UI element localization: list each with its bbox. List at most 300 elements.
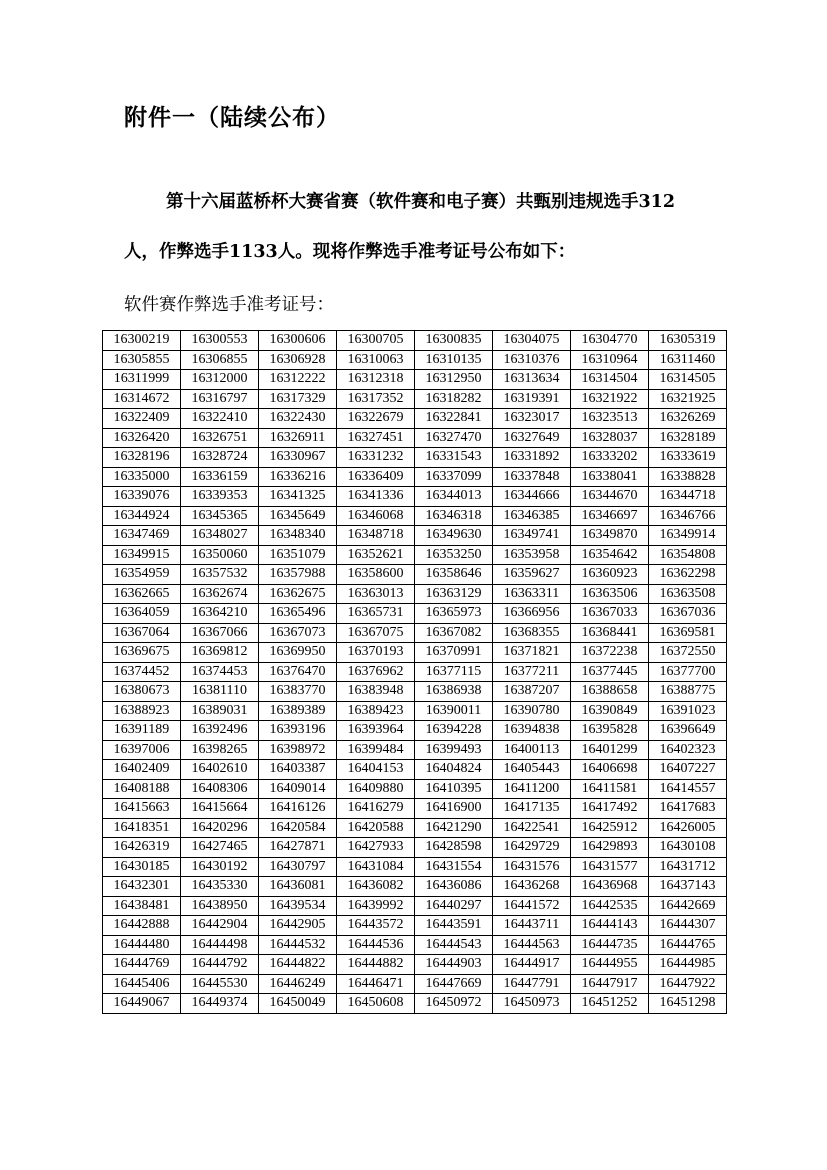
table-row xyxy=(103,935,727,955)
table-cell: 16316797 xyxy=(181,389,259,409)
table-cell: 16359627 xyxy=(493,565,571,585)
table-cell: 16389389 xyxy=(259,701,337,721)
table-cell: 16438950 xyxy=(181,896,259,916)
section-subheading: 软件赛作弊选手准考证号： xyxy=(124,295,334,315)
table-cell: 16354959 xyxy=(103,565,181,585)
table-cell: 16300553 xyxy=(181,331,259,351)
table-cell: 16442904 xyxy=(181,916,259,936)
table-cell: 16450973 xyxy=(493,994,571,1014)
table-cell: 16436082 xyxy=(337,877,415,897)
table-cell: 16369950 xyxy=(259,643,337,663)
table-cell: 16336159 xyxy=(181,467,259,487)
table-cell: 16362298 xyxy=(649,565,727,585)
table-cell: 16312950 xyxy=(415,370,493,390)
table-cell: 16388658 xyxy=(571,682,649,702)
table-cell: 16344013 xyxy=(415,487,493,507)
table-cell: 16436086 xyxy=(415,877,493,897)
table-cell: 16371821 xyxy=(493,643,571,663)
table-cell: 16444822 xyxy=(259,955,337,975)
table-cell: 16337848 xyxy=(493,467,571,487)
table-cell: 16369675 xyxy=(103,643,181,663)
table-cell: 16327451 xyxy=(337,428,415,448)
table-cell: 16330967 xyxy=(259,448,337,468)
table-cell: 16346766 xyxy=(649,506,727,526)
table-cell: 16364059 xyxy=(103,604,181,624)
table-cell: 16397006 xyxy=(103,740,181,760)
table-cell: 16331892 xyxy=(493,448,571,468)
table-cell: 16390780 xyxy=(493,701,571,721)
table-cell: 16446471 xyxy=(337,974,415,994)
table-cell: 16377445 xyxy=(571,662,649,682)
table-cell: 16439534 xyxy=(259,896,337,916)
table-cell: 16451252 xyxy=(571,994,649,1014)
table-cell: 16344670 xyxy=(571,487,649,507)
table-cell: 16369581 xyxy=(649,623,727,643)
table-cell: 16328037 xyxy=(571,428,649,448)
table-cell: 16417135 xyxy=(493,799,571,819)
table-cell: 16409880 xyxy=(337,779,415,799)
table-cell: 16341325 xyxy=(259,487,337,507)
table-cell: 16346385 xyxy=(493,506,571,526)
table-cell: 16431576 xyxy=(493,857,571,877)
table-cell: 16420584 xyxy=(259,818,337,838)
table-cell: 16403387 xyxy=(259,760,337,780)
table-cell: 16444917 xyxy=(493,955,571,975)
table-cell: 16300606 xyxy=(259,331,337,351)
table-cell: 16399493 xyxy=(415,740,493,760)
table-row xyxy=(103,584,727,604)
page-title: 附件一（陆续公布） xyxy=(124,104,340,131)
table-cell: 16364210 xyxy=(181,604,259,624)
table-cell: 16430797 xyxy=(259,857,337,877)
table-cell: 16406698 xyxy=(571,760,649,780)
table-cell: 16431712 xyxy=(649,857,727,877)
table-cell: 16313634 xyxy=(493,370,571,390)
table-cell: 16427465 xyxy=(181,838,259,858)
table-row xyxy=(103,526,727,546)
table-cell: 16328196 xyxy=(103,448,181,468)
table-cell: 16336409 xyxy=(337,467,415,487)
table-cell: 16450608 xyxy=(337,994,415,1014)
exam-id-table xyxy=(102,330,727,1014)
table-cell: 16327470 xyxy=(415,428,493,448)
table-cell: 16416279 xyxy=(337,799,415,819)
table-cell: 16390011 xyxy=(415,701,493,721)
table-cell: 16439992 xyxy=(337,896,415,916)
table-cell: 16367033 xyxy=(571,604,649,624)
table-cell: 16370991 xyxy=(415,643,493,663)
table-cell: 16321922 xyxy=(571,389,649,409)
table-cell: 16444882 xyxy=(337,955,415,975)
table-cell: 16323017 xyxy=(493,409,571,429)
table-cell: 16421290 xyxy=(415,818,493,838)
table-row xyxy=(103,662,727,682)
table-cell: 16447669 xyxy=(415,974,493,994)
table-cell: 16360923 xyxy=(571,565,649,585)
table-cell: 16392496 xyxy=(181,721,259,741)
table-row xyxy=(103,428,727,448)
table-cell: 16326269 xyxy=(649,409,727,429)
table-cell: 16346318 xyxy=(415,506,493,526)
table-cell: 16420296 xyxy=(181,818,259,838)
table-cell: 16415663 xyxy=(103,799,181,819)
table-cell: 16451298 xyxy=(649,994,727,1014)
table-cell: 16362675 xyxy=(259,584,337,604)
table-cell: 16358600 xyxy=(337,565,415,585)
table-row xyxy=(103,487,727,507)
table-cell: 16410395 xyxy=(415,779,493,799)
table-cell: 16416900 xyxy=(415,799,493,819)
table-cell: 16310376 xyxy=(493,350,571,370)
table-cell: 16331232 xyxy=(337,448,415,468)
table-cell: 16349870 xyxy=(571,526,649,546)
table-cell: 16322409 xyxy=(103,409,181,429)
table-cell: 16387207 xyxy=(493,682,571,702)
table-row xyxy=(103,506,727,526)
table-cell: 16398972 xyxy=(259,740,337,760)
table-cell: 16348718 xyxy=(337,526,415,546)
table-cell: 16444480 xyxy=(103,935,181,955)
table-cell: 16300835 xyxy=(415,331,493,351)
table-cell: 16333619 xyxy=(649,448,727,468)
table-cell: 16395828 xyxy=(571,721,649,741)
table-cell: 16354642 xyxy=(571,545,649,565)
table-cell: 16422541 xyxy=(493,818,571,838)
table-cell: 16312000 xyxy=(181,370,259,390)
table-cell: 16436268 xyxy=(493,877,571,897)
table-cell: 16362674 xyxy=(181,584,259,604)
table-cell: 16346697 xyxy=(571,506,649,526)
table-row xyxy=(103,916,727,936)
table-cell: 16314672 xyxy=(103,389,181,409)
table-cell: 16391189 xyxy=(103,721,181,741)
table-cell: 16442905 xyxy=(259,916,337,936)
table-cell: 16418351 xyxy=(103,818,181,838)
table-row xyxy=(103,331,727,351)
table-cell: 16365973 xyxy=(415,604,493,624)
table-cell: 16338828 xyxy=(649,467,727,487)
table-cell: 16388923 xyxy=(103,701,181,721)
table-cell: 16450049 xyxy=(259,994,337,1014)
table-row xyxy=(103,701,727,721)
table-cell: 16322430 xyxy=(259,409,337,429)
table-cell: 16393196 xyxy=(259,721,337,741)
table-cell: 16447917 xyxy=(571,974,649,994)
table-cell: 16402610 xyxy=(181,760,259,780)
table-cell: 16441572 xyxy=(493,896,571,916)
table-cell: 16442669 xyxy=(649,896,727,916)
exam-id-table-body xyxy=(103,331,727,1014)
table-cell: 16390849 xyxy=(571,701,649,721)
table-row xyxy=(103,448,727,468)
table-row xyxy=(103,760,727,780)
table-cell: 16445406 xyxy=(103,974,181,994)
table-cell: 16328189 xyxy=(649,428,727,448)
table-cell: 16429893 xyxy=(571,838,649,858)
table-cell: 16353250 xyxy=(415,545,493,565)
table-cell: 16300705 xyxy=(337,331,415,351)
table-cell: 16398265 xyxy=(181,740,259,760)
table-cell: 16345649 xyxy=(259,506,337,526)
table-cell: 16407227 xyxy=(649,760,727,780)
table-cell: 16426005 xyxy=(649,818,727,838)
table-cell: 16430185 xyxy=(103,857,181,877)
table-cell: 16338041 xyxy=(571,467,649,487)
table-cell: 16436968 xyxy=(571,877,649,897)
table-cell: 16363311 xyxy=(493,584,571,604)
table-cell: 16446249 xyxy=(259,974,337,994)
table-cell: 16405443 xyxy=(493,760,571,780)
table-cell: 16352621 xyxy=(337,545,415,565)
table-row xyxy=(103,857,727,877)
table-cell: 16430108 xyxy=(649,838,727,858)
table-cell: 16411200 xyxy=(493,779,571,799)
table-cell: 16346068 xyxy=(337,506,415,526)
table-cell: 16449067 xyxy=(103,994,181,1014)
table-cell: 16440297 xyxy=(415,896,493,916)
table-cell: 16367075 xyxy=(337,623,415,643)
table-cell: 16426319 xyxy=(103,838,181,858)
intro-line-1: 第十六届蓝桥杯大赛省赛（软件赛和电子赛）共甄别违规选手312 xyxy=(166,192,676,212)
table-cell: 16319391 xyxy=(493,389,571,409)
table-cell: 16367082 xyxy=(415,623,493,643)
table-cell: 16414557 xyxy=(649,779,727,799)
table-cell: 16377115 xyxy=(415,662,493,682)
table-cell: 16374453 xyxy=(181,662,259,682)
table-cell: 16447922 xyxy=(649,974,727,994)
table-cell: 16388775 xyxy=(649,682,727,702)
table-cell: 16314504 xyxy=(571,370,649,390)
table-cell: 16444307 xyxy=(649,916,727,936)
table-cell: 16366956 xyxy=(493,604,571,624)
table-cell: 16300219 xyxy=(103,331,181,351)
table-cell: 16326420 xyxy=(103,428,181,448)
table-cell: 16417683 xyxy=(649,799,727,819)
table-cell: 16365496 xyxy=(259,604,337,624)
table-row xyxy=(103,682,727,702)
table-cell: 16442535 xyxy=(571,896,649,916)
table-cell: 16445530 xyxy=(181,974,259,994)
table-cell: 16431084 xyxy=(337,857,415,877)
table-cell: 16443572 xyxy=(337,916,415,936)
table-cell: 16322410 xyxy=(181,409,259,429)
table-cell: 16404824 xyxy=(415,760,493,780)
table-cell: 16336216 xyxy=(259,467,337,487)
intro-line-2: 人，作弊选手1133人。现将作弊选手准考证号公布如下： xyxy=(124,242,576,262)
table-cell: 16370193 xyxy=(337,643,415,663)
table-row xyxy=(103,409,727,429)
table-cell: 16394228 xyxy=(415,721,493,741)
table-cell: 16430192 xyxy=(181,857,259,877)
table-cell: 16431577 xyxy=(571,857,649,877)
table-cell: 16417492 xyxy=(571,799,649,819)
table-cell: 16396649 xyxy=(649,721,727,741)
table-cell: 16376962 xyxy=(337,662,415,682)
table-cell: 16363508 xyxy=(649,584,727,604)
table-cell: 16304770 xyxy=(571,331,649,351)
table-cell: 16444769 xyxy=(103,955,181,975)
table-cell: 16436081 xyxy=(259,877,337,897)
table-row xyxy=(103,799,727,819)
table-cell: 16333202 xyxy=(571,448,649,468)
table-cell: 16347469 xyxy=(103,526,181,546)
table-cell: 16310964 xyxy=(571,350,649,370)
table-cell: 16386938 xyxy=(415,682,493,702)
table-cell: 16427871 xyxy=(259,838,337,858)
table-cell: 16335000 xyxy=(103,467,181,487)
table-cell: 16310063 xyxy=(337,350,415,370)
table-row xyxy=(103,740,727,760)
table-cell: 16374452 xyxy=(103,662,181,682)
table-cell: 16399484 xyxy=(337,740,415,760)
table-cell: 16322841 xyxy=(415,409,493,429)
table-cell: 16389423 xyxy=(337,701,415,721)
table-cell: 16341336 xyxy=(337,487,415,507)
table-cell: 16310135 xyxy=(415,350,493,370)
table-cell: 16449374 xyxy=(181,994,259,1014)
table-row xyxy=(103,818,727,838)
table-cell: 16318282 xyxy=(415,389,493,409)
table-row xyxy=(103,389,727,409)
table-cell: 16312318 xyxy=(337,370,415,390)
table-cell: 16389031 xyxy=(181,701,259,721)
table-cell: 16372238 xyxy=(571,643,649,663)
table-cell: 16400113 xyxy=(493,740,571,760)
table-cell: 16363013 xyxy=(337,584,415,604)
table-cell: 16380673 xyxy=(103,682,181,702)
table-cell: 16305855 xyxy=(103,350,181,370)
table-row xyxy=(103,545,727,565)
table-cell: 16323513 xyxy=(571,409,649,429)
table-cell: 16383948 xyxy=(337,682,415,702)
table-cell: 16383770 xyxy=(259,682,337,702)
table-cell: 16381110 xyxy=(181,682,259,702)
table-cell: 16377211 xyxy=(493,662,571,682)
table-cell: 16368355 xyxy=(493,623,571,643)
table-cell: 16394838 xyxy=(493,721,571,741)
table-cell: 16350060 xyxy=(181,545,259,565)
table-cell: 16443711 xyxy=(493,916,571,936)
table-cell: 16437143 xyxy=(649,877,727,897)
table-cell: 16304075 xyxy=(493,331,571,351)
table-cell: 16442888 xyxy=(103,916,181,936)
table-cell: 16444955 xyxy=(571,955,649,975)
table-cell: 16306855 xyxy=(181,350,259,370)
table-cell: 16444985 xyxy=(649,955,727,975)
table-cell: 16326911 xyxy=(259,428,337,448)
table-cell: 16393964 xyxy=(337,721,415,741)
table-cell: 16444532 xyxy=(259,935,337,955)
table-cell: 16357988 xyxy=(259,565,337,585)
table-cell: 16447791 xyxy=(493,974,571,994)
table-cell: 16425912 xyxy=(571,818,649,838)
table-row xyxy=(103,877,727,897)
table-cell: 16428598 xyxy=(415,838,493,858)
table-cell: 16444143 xyxy=(571,916,649,936)
table-cell: 16344718 xyxy=(649,487,727,507)
table-row xyxy=(103,370,727,390)
table-row xyxy=(103,779,727,799)
table-cell: 16322679 xyxy=(337,409,415,429)
table-cell: 16362665 xyxy=(103,584,181,604)
table-cell: 16348027 xyxy=(181,526,259,546)
table-cell: 16420588 xyxy=(337,818,415,838)
table-cell: 16367064 xyxy=(103,623,181,643)
table-cell: 16416126 xyxy=(259,799,337,819)
table-cell: 16365731 xyxy=(337,604,415,624)
table-cell: 16311999 xyxy=(103,370,181,390)
table-cell: 16411581 xyxy=(571,779,649,799)
table-cell: 16408188 xyxy=(103,779,181,799)
table-cell: 16314505 xyxy=(649,370,727,390)
table-cell: 16427933 xyxy=(337,838,415,858)
table-row xyxy=(103,623,727,643)
table-cell: 16432301 xyxy=(103,877,181,897)
table-cell: 16349630 xyxy=(415,526,493,546)
table-row xyxy=(103,350,727,370)
table-cell: 16368441 xyxy=(571,623,649,643)
table-cell: 16367073 xyxy=(259,623,337,643)
table-cell: 16377700 xyxy=(649,662,727,682)
table-cell: 16444792 xyxy=(181,955,259,975)
table-cell: 16391023 xyxy=(649,701,727,721)
table-cell: 16344924 xyxy=(103,506,181,526)
table-cell: 16311460 xyxy=(649,350,727,370)
table-cell: 16369812 xyxy=(181,643,259,663)
table-cell: 16349914 xyxy=(649,526,727,546)
table-cell: 16317329 xyxy=(259,389,337,409)
table-cell: 16443591 xyxy=(415,916,493,936)
table-cell: 16444536 xyxy=(337,935,415,955)
table-cell: 16344666 xyxy=(493,487,571,507)
table-cell: 16444735 xyxy=(571,935,649,955)
table-cell: 16327649 xyxy=(493,428,571,448)
table-cell: 16321925 xyxy=(649,389,727,409)
table-cell: 16444563 xyxy=(493,935,571,955)
table-row xyxy=(103,974,727,994)
table-cell: 16404153 xyxy=(337,760,415,780)
table-cell: 16331543 xyxy=(415,448,493,468)
table-cell: 16376470 xyxy=(259,662,337,682)
table-cell: 16326751 xyxy=(181,428,259,448)
table-row xyxy=(103,955,727,975)
table-cell: 16401299 xyxy=(571,740,649,760)
table-cell: 16429729 xyxy=(493,838,571,858)
table-cell: 16312222 xyxy=(259,370,337,390)
table-row xyxy=(103,604,727,624)
table-cell: 16444903 xyxy=(415,955,493,975)
table-cell: 16444543 xyxy=(415,935,493,955)
table-cell: 16349741 xyxy=(493,526,571,546)
table-cell: 16339353 xyxy=(181,487,259,507)
table-cell: 16402409 xyxy=(103,760,181,780)
table-cell: 16409014 xyxy=(259,779,337,799)
table-row xyxy=(103,994,727,1014)
table-cell: 16372550 xyxy=(649,643,727,663)
table-cell: 16367036 xyxy=(649,604,727,624)
table-cell: 16337099 xyxy=(415,467,493,487)
table-cell: 16431554 xyxy=(415,857,493,877)
table-cell: 16354808 xyxy=(649,545,727,565)
table-row xyxy=(103,467,727,487)
table-cell: 16305319 xyxy=(649,331,727,351)
table-row xyxy=(103,838,727,858)
table-cell: 16357532 xyxy=(181,565,259,585)
table-cell: 16438481 xyxy=(103,896,181,916)
table-cell: 16444498 xyxy=(181,935,259,955)
table-cell: 16339076 xyxy=(103,487,181,507)
table-cell: 16349915 xyxy=(103,545,181,565)
